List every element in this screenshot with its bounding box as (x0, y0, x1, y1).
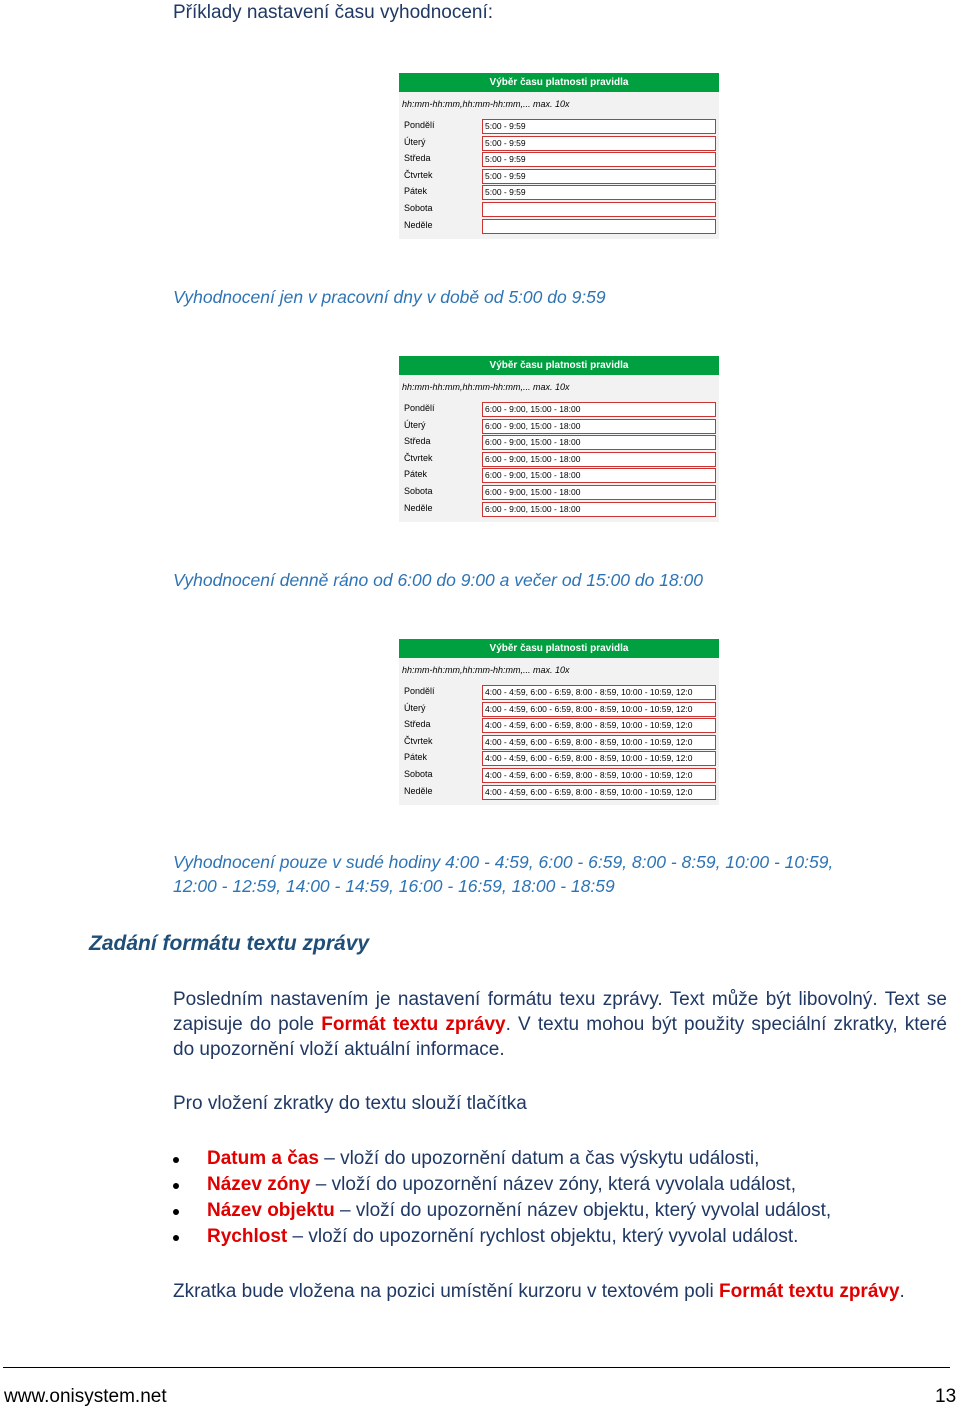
day-label: Pátek (404, 469, 428, 480)
button-name: Datum a čas (207, 1148, 319, 1169)
paragraph: Pro vložení zkratky do textu slouží tlačítka (173, 1093, 527, 1114)
time-input[interactable]: 4:00 - 4:59, 6:00 - 6:59, 8:00 - 8:59, 10:00 - 10:59, 12:0 (482, 768, 716, 783)
footer-divider (3, 1367, 950, 1368)
example-caption: Vyhodnocení denně ráno od 6:00 do 9:00 a večer od 15:00 do 18:00 (173, 570, 703, 590)
widget-format-hint: hh:mm-hh:mm,hh:mm-hh:mm,... max. 10x (402, 99, 570, 109)
day-label: Pondělí (404, 403, 435, 413)
time-input[interactable]: 5:00 - 9:59 (482, 152, 716, 167)
day-label: Pátek (404, 186, 428, 197)
paragraph-text: Posledním nastavením je nastavení formátu texu zprávy. Text může být libovolný. Text se zapisuje do pole (173, 989, 947, 1035)
footer-url: www.onisystem.net (4, 1386, 167, 1407)
paragraph-text: . V textu mohou být použity speciální zkratky, které do upozornění vloží aktuální informace. (173, 1014, 947, 1060)
paragraph-text: Zkratka bude vložena na pozici umístění kurzoru v textovém poli (173, 1281, 719, 1302)
caption-line: Vyhodnocení pouze v sudé hodiny 4:00 - 4:59, 6:00 - 6:59, 8:00 - 8:59, 10:00 - 10:59, (173, 852, 834, 872)
paragraph (173, 1279, 947, 1304)
day-row (399, 717, 719, 734)
bullet-icon (173, 1209, 179, 1215)
time-input[interactable]: 4:00 - 4:59, 6:00 - 6:59, 8:00 - 8:59, 10:00 - 10:59, 12:0 (482, 735, 716, 750)
time-input[interactable]: 5:00 - 9:59 (482, 185, 716, 200)
button-name: Název objektu (207, 1200, 335, 1221)
time-input[interactable]: 6:00 - 9:00, 15:00 - 18:00 (482, 468, 716, 483)
time-input[interactable]: 6:00 - 9:00, 15:00 - 18:00 (482, 435, 716, 450)
day-row (399, 218, 719, 235)
button-description: – vloží do upozornění název zóny, která vyvolala událost, (310, 1174, 796, 1195)
time-input[interactable]: 5:00 - 9:59 (482, 169, 716, 184)
day-label: Sobota (404, 202, 433, 213)
widget-title: Výběr času platnosti pravidla (399, 356, 719, 375)
widget-format-hint: hh:mm-hh:mm,hh:mm-hh:mm,... max. 10x (402, 382, 570, 392)
button-list (173, 1146, 943, 1250)
time-rule-widget (399, 73, 719, 239)
day-row (399, 201, 719, 218)
day-row (399, 734, 719, 751)
day-label: Neděle (404, 502, 433, 513)
widget-title: Výběr času platnosti pravidla (399, 639, 719, 658)
day-row (399, 501, 719, 518)
day-label: Pondělí (404, 686, 435, 696)
page-number: 13 (935, 1386, 957, 1407)
day-row (399, 151, 719, 168)
day-label: Čtvrtek (404, 452, 433, 463)
button-description: – vloží do upozornění datum a čas výskytu události, (318, 1148, 760, 1169)
day-row (399, 184, 719, 201)
widget-format-hint: hh:mm-hh:mm,hh:mm-hh:mm,... max. 10x (402, 665, 570, 675)
example-caption: Vyhodnocení jen v pracovní dny v době od 5:00 do 9:59 (173, 287, 606, 307)
time-input[interactable]: 6:00 - 9:00, 15:00 - 18:00 (482, 485, 716, 500)
day-label: Středa (404, 153, 431, 164)
button-name: Název zóny (207, 1174, 311, 1195)
time-rule-widget (399, 639, 719, 805)
time-input[interactable]: 4:00 - 4:59, 6:00 - 6:59, 8:00 - 8:59, 10:00 - 10:59, 12:0 (482, 685, 716, 700)
day-row (399, 701, 719, 718)
day-label: Pondělí (404, 120, 435, 130)
day-row (399, 767, 719, 784)
button-name: Rychlost (207, 1226, 288, 1247)
list-item (173, 1224, 943, 1250)
button-description: – vloží do upozornění název objektu, který vyvolal událost, (334, 1200, 832, 1221)
time-input[interactable]: 6:00 - 9:00, 15:00 - 18:00 (482, 452, 716, 467)
day-row (399, 750, 719, 767)
time-input[interactable]: 4:00 - 4:59, 6:00 - 6:59, 8:00 - 8:59, 10:00 - 10:59, 12:0 (482, 785, 716, 800)
caption-line: 12:00 - 12:59, 14:00 - 14:59, 16:00 - 16:59, 18:00 - 18:59 (173, 876, 615, 896)
time-input[interactable] (482, 219, 716, 234)
section-heading: Zadání formátu textu zprávy (89, 932, 370, 955)
widget-title: Výběr času platnosti pravidla (399, 73, 719, 92)
day-row (399, 684, 719, 701)
time-input[interactable] (482, 202, 716, 217)
bullet-icon (173, 1157, 179, 1163)
day-row (399, 135, 719, 152)
day-label: Neděle (404, 785, 433, 796)
day-label: Sobota (404, 768, 433, 779)
day-label: Středa (404, 719, 431, 730)
day-row (399, 168, 719, 185)
day-label: Sobota (404, 485, 433, 496)
paragraph (173, 987, 947, 1062)
day-row (399, 484, 719, 501)
time-input[interactable]: 4:00 - 4:59, 6:00 - 6:59, 8:00 - 8:59, 10:00 - 10:59, 12:0 (482, 702, 716, 717)
day-label: Úterý (404, 136, 426, 147)
day-label: Úterý (404, 419, 426, 430)
day-label: Neděle (404, 219, 433, 230)
day-row (399, 118, 719, 135)
day-label: Čtvrtek (404, 735, 433, 746)
time-rule-widget (399, 356, 719, 522)
time-input[interactable]: 5:00 - 9:59 (482, 119, 716, 134)
day-label: Středa (404, 436, 431, 447)
time-input[interactable]: 6:00 - 9:00, 15:00 - 18:00 (482, 502, 716, 517)
day-label: Pátek (404, 752, 428, 763)
time-input[interactable]: 5:00 - 9:59 (482, 136, 716, 151)
time-input[interactable]: 6:00 - 9:00, 15:00 - 18:00 (482, 402, 716, 417)
day-row (399, 784, 719, 801)
list-item (173, 1146, 943, 1172)
day-row (399, 451, 719, 468)
day-row (399, 467, 719, 484)
day-row (399, 434, 719, 451)
field-name: Formát textu zprávy (321, 1014, 506, 1035)
field-name: Formát textu zprávy (718, 1281, 900, 1302)
time-input[interactable]: 4:00 - 4:59, 6:00 - 6:59, 8:00 - 8:59, 10:00 - 10:59, 12:0 (482, 718, 716, 733)
example-caption (173, 850, 933, 898)
list-item (173, 1172, 943, 1198)
day-label: Úterý (404, 702, 426, 713)
intro-text: Příklady nastavení času vyhodnocení: (173, 2, 494, 23)
paragraph-text: . (899, 1281, 905, 1302)
day-row (399, 418, 719, 435)
day-row (399, 401, 719, 418)
list-item (173, 1198, 943, 1224)
day-label: Čtvrtek (404, 169, 433, 180)
button-description: – vloží do upozornění rychlost objektu, který vyvolal událost. (287, 1226, 799, 1247)
time-input[interactable]: 6:00 - 9:00, 15:00 - 18:00 (482, 419, 716, 434)
bullet-icon (173, 1183, 179, 1189)
time-input[interactable]: 4:00 - 4:59, 6:00 - 6:59, 8:00 - 8:59, 10:00 - 10:59, 12:0 (482, 751, 716, 766)
bullet-icon (173, 1235, 179, 1241)
